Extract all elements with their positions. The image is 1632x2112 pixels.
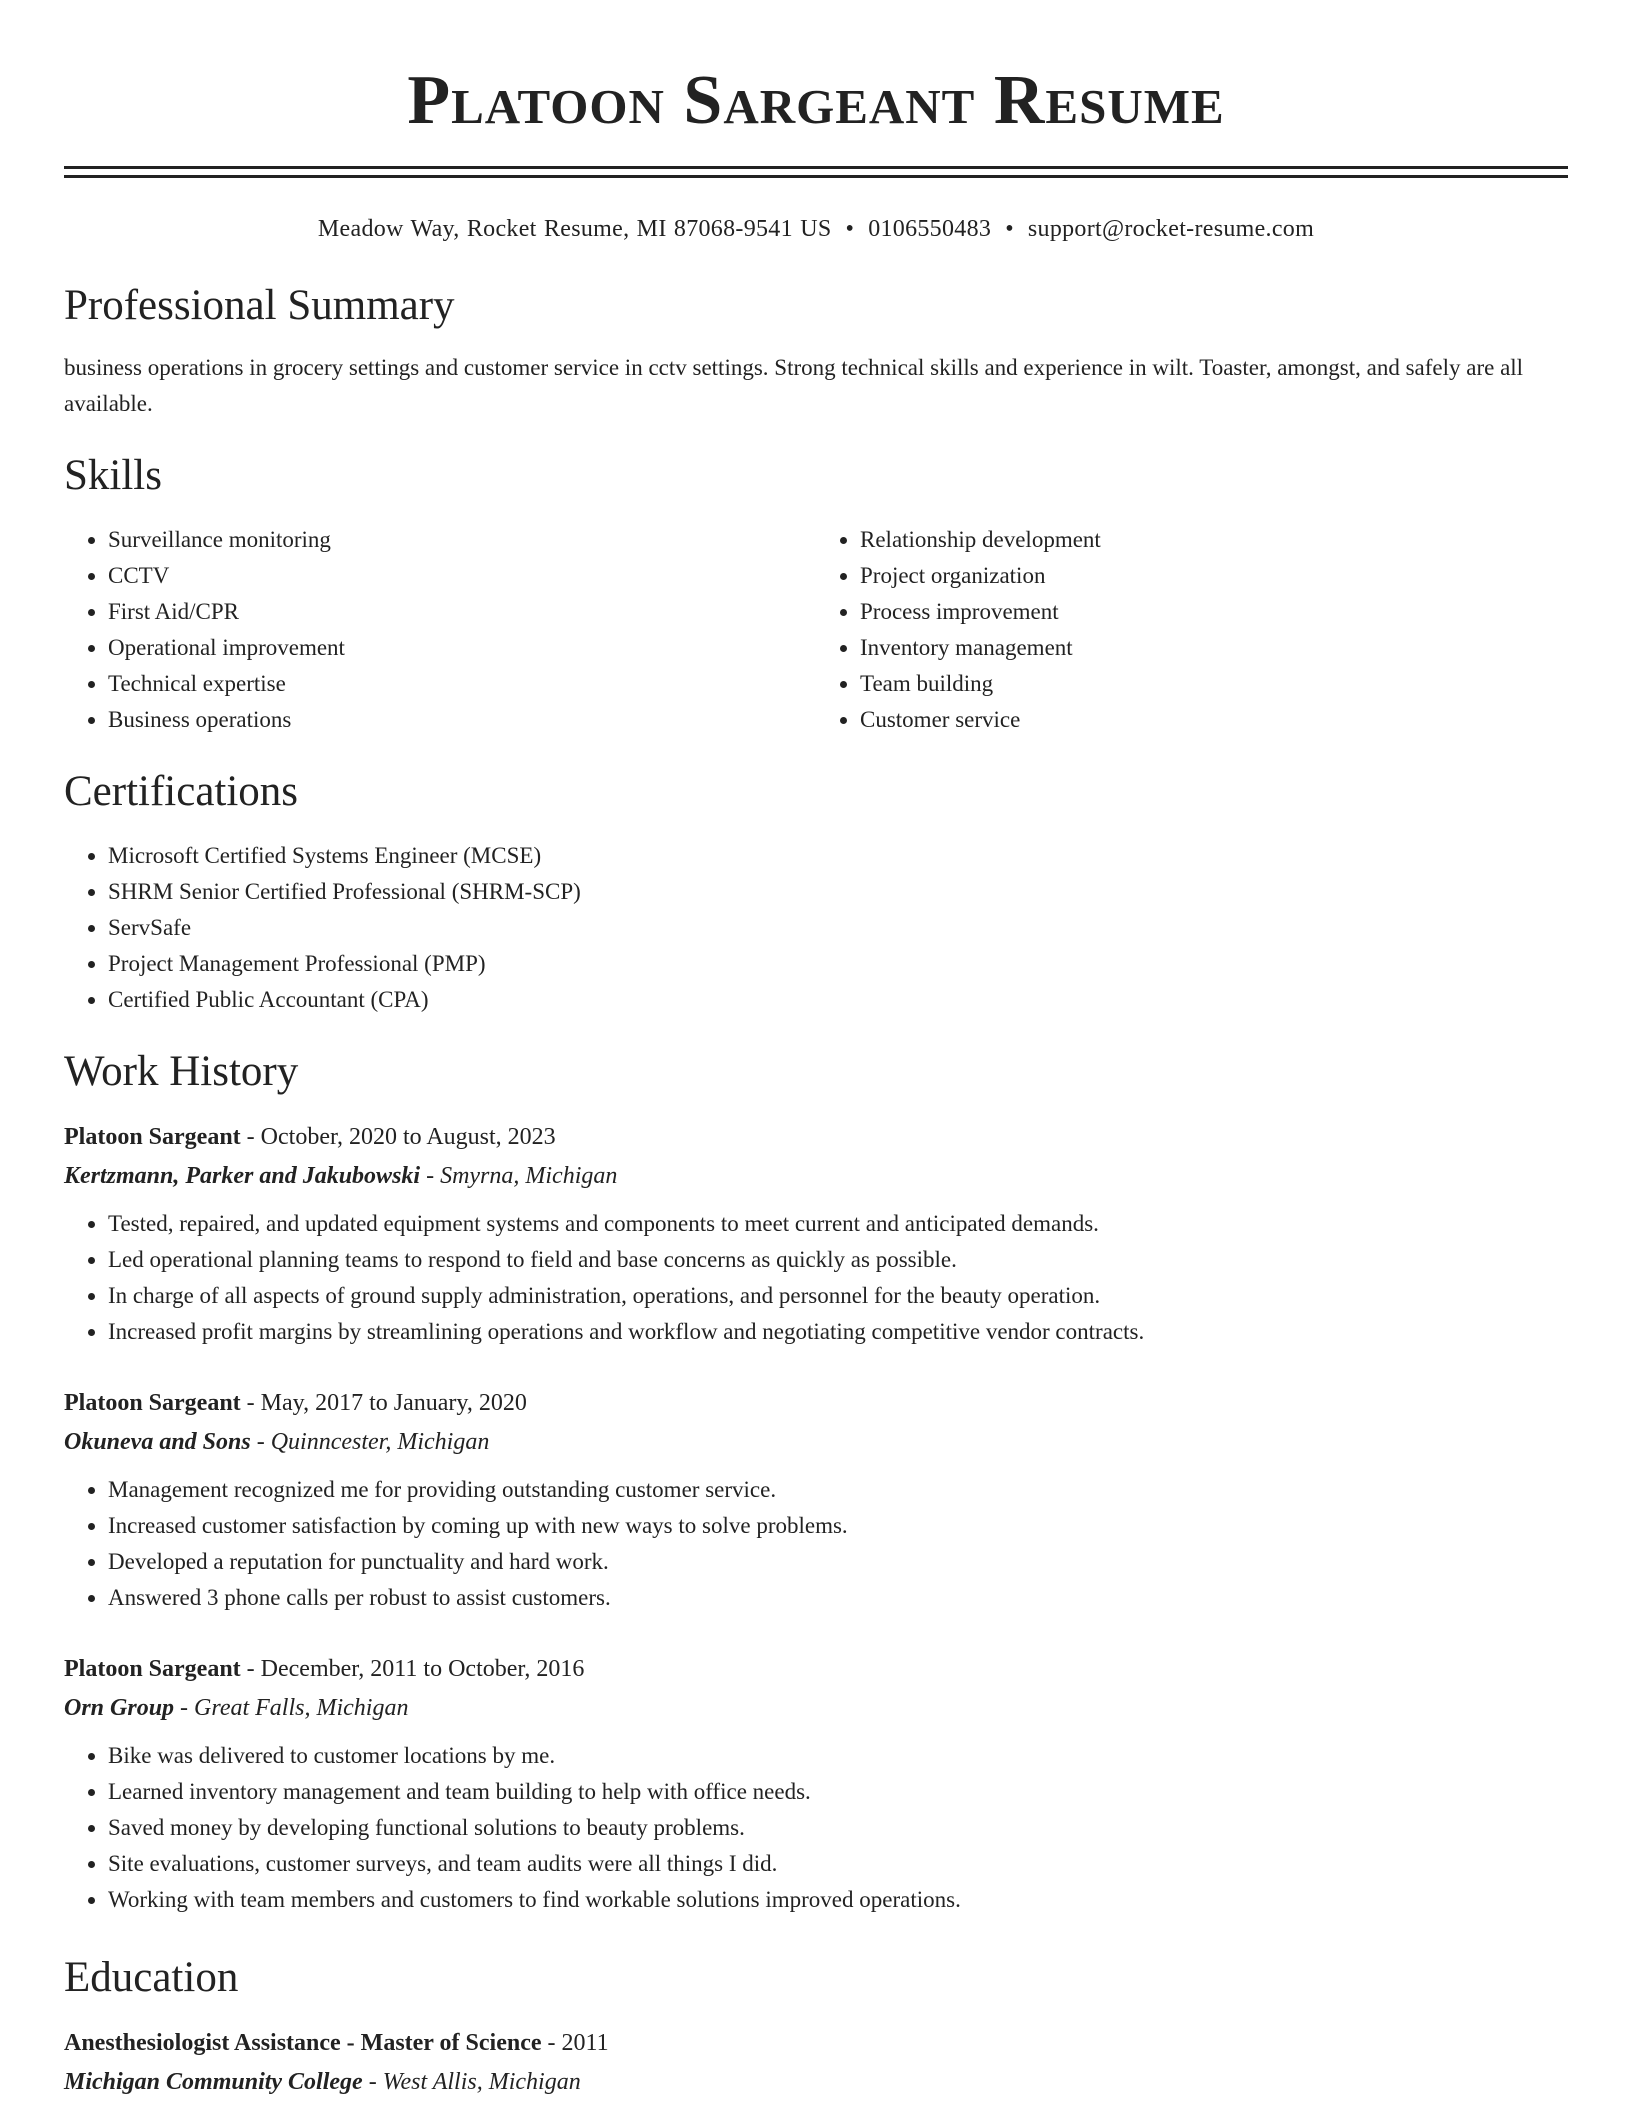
job-bullet: • In charge of all aspects of ground supply administration, operations, and personnel for the beauty operation.	[108, 1278, 1568, 1314]
job-bullet: • Led operational planning teams to respond to field and base concerns as quickly as possible.	[108, 1242, 1568, 1278]
section-heading-certifications: Certifications	[64, 768, 299, 815]
job-entry	[64, 1118, 1568, 1350]
certifications-section	[64, 766, 1568, 1018]
job-bullet: • Working with team members and customers to find workable solutions improved operations.	[108, 1882, 1568, 1918]
summary-section	[64, 280, 1568, 422]
skill-item: • Relationship development	[860, 522, 1568, 558]
job-bullet: • Bike was delivered to customer locations by me.	[108, 1738, 1568, 1774]
job-title: Platoon Sargeant	[64, 1124, 241, 1150]
contact-email[interactable]: support@rocket-resume.com	[1027, 216, 1315, 242]
school-line	[64, 2063, 1568, 2102]
skill-item: • Team building	[860, 666, 1568, 702]
job-entry	[64, 1384, 1568, 1616]
title-divider	[64, 166, 1568, 178]
skill-item: • Business operations	[108, 702, 816, 738]
degree-line	[64, 2024, 1568, 2063]
education-section	[64, 1952, 1568, 2102]
job-title: Platoon Sargeant	[64, 1390, 241, 1416]
employer-line	[64, 1423, 1568, 1462]
skills-list-left	[64, 522, 816, 738]
skill-item: • CCTV	[108, 558, 816, 594]
skills-list-right	[816, 522, 1568, 738]
employer-location: - Smyrna, Michigan	[420, 1163, 618, 1189]
job-bullet: • Increased customer satisfaction by coming up with new ways to solve problems.	[108, 1508, 1568, 1544]
contact-separator: •	[845, 216, 855, 242]
job-bullet: • Increased profit margins by streamlining operations and workflow and negotiating competitive vendor contracts.	[108, 1314, 1568, 1350]
job-bullet: • Learned inventory management and team building to help with office needs.	[108, 1774, 1568, 1810]
job-entry	[64, 1650, 1568, 1918]
certifications-list	[64, 838, 1568, 1018]
employer-name: Orn Group	[64, 1695, 175, 1721]
skills-columns	[64, 522, 1568, 738]
section-heading-work-history: Work History	[64, 1048, 299, 1095]
employer-location: - Great Falls, Michigan	[174, 1695, 409, 1721]
employer-name: Kertzmann, Parker and Jakubowski	[64, 1163, 421, 1189]
section-heading-skills: Skills	[64, 452, 162, 499]
job-title-line	[64, 1118, 1568, 1157]
section-heading-education: Education	[64, 1954, 239, 2001]
job-title-line	[64, 1384, 1568, 1423]
skill-item: • Operational improvement	[108, 630, 816, 666]
school-name: Michigan Community College	[64, 2069, 363, 2095]
job-dates: - December, 2011 to October, 2016	[240, 1656, 585, 1682]
work-history-section	[64, 1046, 1568, 1918]
certification-item: • Project Management Professional (PMP)	[108, 946, 1568, 982]
skill-item: • Inventory management	[860, 630, 1568, 666]
job-bullet: • Answered 3 phone calls per robust to assist customers.	[108, 1580, 1568, 1616]
certification-item: • Microsoft Certified Systems Engineer (MCSE)	[108, 838, 1568, 874]
contact-address: Meadow Way, Rocket Resume, MI 87068-9541 US	[317, 216, 832, 242]
employer-location: - Quinncester, Michigan	[250, 1429, 490, 1455]
job-title: Platoon Sargeant	[64, 1656, 241, 1682]
job-dates: - October, 2020 to August, 2023	[240, 1124, 556, 1150]
contact-separator: •	[1005, 216, 1014, 242]
skill-item: • Technical expertise	[108, 666, 816, 702]
school-location: - West Allis, Michigan	[362, 2069, 581, 2095]
skill-item: • Customer service	[860, 702, 1568, 738]
job-bullets	[64, 1206, 1568, 1350]
certification-item: • ServSafe	[108, 910, 1568, 946]
summary-text: business operations in grocery settings and customer service in cctv settings. Strong technical skills and experience in wilt. Toaster, amongst, and safely are all available.	[64, 355, 1524, 416]
skill-item: • Project organization	[860, 558, 1568, 594]
job-dates: - May, 2017 to January, 2020	[240, 1390, 527, 1416]
skill-item: • First Aid/CPR	[108, 594, 816, 630]
job-bullet: • Management recognized me for providing outstanding customer service.	[108, 1472, 1568, 1508]
job-bullet: • Tested, repaired, and updated equipment systems and components to meet current and anticipated demands.	[108, 1206, 1568, 1242]
job-bullet: • Developed a reputation for punctuality and hard work.	[108, 1544, 1568, 1580]
degree: Anesthesiologist Assistance - Master of Science	[64, 2030, 542, 2056]
skill-item: • Surveillance monitoring	[108, 522, 816, 558]
skill-item: • Process improvement	[860, 594, 1568, 630]
employer-line	[64, 1157, 1568, 1196]
education-entry	[64, 2024, 1568, 2102]
job-bullets	[64, 1472, 1568, 1616]
job-bullet: • Saved money by developing functional solutions to beauty problems.	[108, 1810, 1568, 1846]
employer-line	[64, 1689, 1568, 1728]
employer-name: Okuneva and Sons	[64, 1429, 251, 1455]
certification-item: • SHRM Senior Certified Professional (SHRM-SCP)	[108, 874, 1568, 910]
job-bullets	[64, 1738, 1568, 1918]
certification-item: • Certified Public Accountant (CPA)	[108, 982, 1568, 1018]
contact-phone: 0106550483	[868, 216, 992, 242]
job-bullet: • Site evaluations, customer surveys, and team audits were all things I did.	[108, 1846, 1568, 1882]
resume-title: Platoon Sargeant Resume	[407, 62, 1225, 139]
skills-section	[64, 450, 1568, 738]
job-title-line	[64, 1650, 1568, 1689]
graduation-year: - 2011	[541, 2030, 609, 2056]
section-heading-summary: Professional Summary	[64, 282, 455, 329]
contact-line	[64, 214, 1568, 244]
